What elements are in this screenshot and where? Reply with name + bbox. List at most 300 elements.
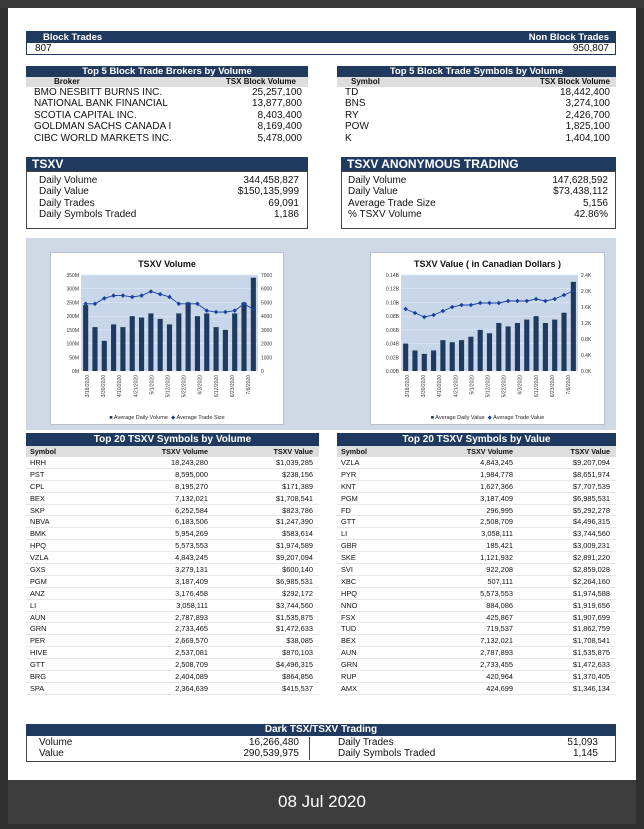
block-volume: 3,274,100	[565, 98, 610, 110]
stat-label: Average Trade Size	[348, 197, 436, 209]
block-volume: 1,825,100	[565, 121, 610, 133]
value: $1,919,656	[573, 600, 610, 610]
volume: 18,243,280	[171, 458, 208, 467]
table-row	[26, 540, 319, 552]
stat-label: Daily Volume	[39, 175, 98, 186]
broker-name: CIBC WORLD MARKETS INC.	[34, 132, 172, 144]
table-row	[26, 576, 319, 588]
symbol: SKE	[341, 553, 356, 563]
dark-value: 16,266,480	[248, 737, 299, 748]
volume: 5,573,553	[480, 588, 513, 598]
value: $1,535,875	[276, 612, 313, 622]
x-tick-label: 6/3/2020	[197, 375, 204, 395]
bar	[195, 316, 200, 371]
top5-brokers-rows	[26, 87, 308, 144]
stat-label: Daily Symbols Traded	[39, 209, 137, 221]
anon-stat-row	[348, 209, 609, 220]
symbol: BMK	[30, 529, 47, 539]
value: $1,247,390	[276, 517, 313, 527]
y-tick-label: 0.06B	[385, 327, 399, 334]
tsxv-value-chart	[370, 252, 605, 425]
table-row	[26, 612, 319, 624]
volume: 2,364,639	[175, 683, 208, 693]
table-row	[337, 623, 616, 635]
stat-value: 5,156	[582, 197, 608, 209]
dark-row	[39, 737, 309, 748]
broker-row	[26, 98, 308, 109]
anon-stat-row	[348, 175, 609, 186]
table-row	[337, 683, 616, 695]
volume: 4,843,245	[175, 553, 208, 563]
tsxv-stat-row	[39, 175, 301, 186]
table-row	[26, 647, 319, 659]
y2-tick-label: 0.0K	[581, 369, 592, 375]
volume: 296,995	[486, 505, 513, 515]
tsxv-box	[26, 171, 308, 229]
legend-series-2: Average Trade Value	[493, 415, 545, 421]
report-date: 08 Jul 2020	[8, 780, 636, 824]
bar	[412, 350, 417, 371]
table-row	[26, 588, 319, 600]
top5-brokers-header	[26, 77, 308, 87]
y2-tick-label: 3000	[261, 327, 273, 334]
table-row	[337, 552, 616, 564]
volume: 8,595,000	[175, 469, 208, 479]
bar	[496, 323, 501, 371]
bar	[102, 341, 107, 371]
y2-tick-label: 2.0K	[581, 289, 592, 295]
broker-name: GOLDMAN SACHS CANADA I	[34, 121, 172, 133]
y2-tick-label: 5000	[261, 300, 273, 307]
tsxv-stat-row	[39, 198, 301, 209]
volume: 1,984,778	[480, 469, 513, 479]
tsxv-anon-title: TSXV ANONYMOUS TRADING	[341, 157, 616, 171]
col-volume: TSXV Volume	[161, 447, 208, 456]
block-volume: 2,426,700	[565, 109, 610, 121]
col-symbol: Symbol	[30, 447, 56, 456]
value: $238,156	[282, 469, 313, 479]
y-tick-label: 0.12B	[385, 286, 399, 293]
top20-volume-table	[26, 433, 319, 695]
stat-label: Daily Value	[348, 186, 398, 198]
value: $3,744,560	[573, 529, 610, 539]
table-row	[337, 635, 616, 647]
y2-tick-label: 1.2K	[581, 321, 592, 327]
col-symbol: Symbol	[351, 77, 380, 86]
y-tick-label: 350M	[66, 273, 79, 279]
volume: 3,058,111	[176, 600, 208, 610]
bar	[515, 323, 520, 371]
bar	[506, 326, 511, 371]
symbol-row	[337, 110, 616, 121]
value: $1,907,699	[573, 612, 610, 622]
x-tick-label: 3/30/2020	[101, 375, 108, 398]
value: $1,346,134	[573, 683, 610, 693]
symbol: GBR	[341, 541, 358, 551]
value: $1,862,759	[573, 624, 610, 634]
top5-symbols-rows	[337, 87, 616, 144]
value: $1,708,541	[573, 636, 610, 646]
y2-tick-label: 1000	[261, 355, 273, 362]
value: $864,856	[282, 672, 313, 682]
symbol: KNT	[341, 481, 356, 491]
value: $823,786	[282, 505, 313, 515]
table-row	[26, 683, 319, 695]
symbol: PYR	[341, 469, 357, 479]
x-tick-label: 6/12/2020	[213, 375, 220, 398]
tsxv-volume-chart	[50, 252, 284, 425]
report-page	[8, 8, 636, 780]
volume-chart-title: TSXV Volume	[138, 259, 196, 269]
top20-value-table	[337, 433, 616, 695]
col-value: TSXV Value	[273, 447, 313, 456]
table-row	[26, 516, 319, 528]
symbol: POW	[345, 121, 369, 133]
volume: 185,421	[486, 541, 513, 551]
table-row	[337, 576, 616, 588]
table-row	[26, 493, 319, 505]
volume: 2,787,893	[175, 612, 208, 622]
symbol: SKP	[30, 505, 45, 515]
stat-label: % TSXV Volume	[348, 209, 422, 221]
symbol-row	[337, 121, 616, 132]
volume-chart-svg	[51, 271, 285, 421]
symbol: BRG	[30, 672, 47, 682]
symbol-row	[337, 133, 616, 144]
symbol: ANZ	[30, 588, 45, 598]
volume: 6,183,506	[175, 517, 208, 527]
value: $9,207,094	[573, 458, 610, 467]
y2-tick-label: 0	[261, 369, 264, 375]
volume: 1,627,366	[480, 481, 513, 491]
table-row	[337, 481, 616, 493]
table-row	[26, 635, 319, 647]
value: $3,009,231	[573, 541, 610, 551]
dark-value: 51,093	[567, 737, 598, 748]
symbol: GTT	[30, 660, 45, 670]
block-volume: 5,478,000	[257, 132, 302, 144]
stat-value: $73,438,112	[553, 186, 608, 198]
x-tick-label: 5/22/2020	[501, 375, 508, 398]
x-tick-label: 4/21/2020	[453, 375, 460, 398]
table-row	[337, 564, 616, 576]
volume: 5,954,269	[175, 529, 208, 539]
value: $1,472,633	[573, 660, 610, 670]
volume: 4,843,245	[480, 458, 513, 467]
table-row	[26, 552, 319, 564]
bar	[440, 340, 445, 371]
volume: 922,208	[486, 565, 513, 575]
value: $1,472,633	[276, 624, 313, 634]
volume: 425,867	[486, 612, 513, 622]
x-tick-label: 7/6/2020	[245, 375, 252, 395]
value: $38,085	[286, 636, 313, 646]
volume: 7,132,021	[175, 493, 208, 503]
table-row	[26, 623, 319, 635]
table-row	[26, 600, 319, 612]
volume: 424,699	[486, 683, 513, 693]
dark-label: Daily Symbols Traded	[338, 748, 436, 760]
volume: 3,187,409	[175, 576, 208, 586]
top5-symbols-table	[337, 66, 616, 144]
value-chart-legend: ■ Average Daily Value ◆ Average Trade Value	[430, 415, 545, 421]
stat-value: 147,628,592	[552, 175, 608, 186]
top20-value-title: Top 20 TSXV Symbols by Value	[337, 433, 616, 446]
legend-series-1: Average Daily Volume	[113, 415, 168, 421]
symbol-row	[337, 87, 616, 98]
volume: 420,964	[486, 672, 513, 682]
y2-tick-label: 0.8K	[581, 337, 592, 343]
y-tick-label: 100M	[66, 341, 79, 348]
value-chart-svg	[371, 271, 606, 421]
block-trades-box	[26, 31, 616, 55]
bar	[167, 324, 172, 371]
x-tick-label: 5/1/2020	[469, 375, 476, 395]
symbol: NBVA	[30, 517, 50, 527]
table-row	[337, 647, 616, 659]
volume: 3,187,409	[480, 493, 513, 503]
volume: 2,508,709	[480, 517, 513, 527]
symbol: GRN	[341, 660, 358, 670]
block-trades-label: Block Trades	[43, 32, 103, 43]
bar	[450, 342, 455, 371]
bar	[232, 313, 237, 371]
stat-label: Daily Value	[39, 186, 89, 198]
symbol: PST	[30, 469, 45, 479]
bar	[92, 327, 97, 371]
anon-stat-row	[348, 198, 609, 209]
legend-series-1: Average Daily Value	[435, 415, 485, 421]
stat-label: Daily Volume	[348, 175, 407, 186]
symbol: HPQ	[30, 541, 47, 551]
value: $9,207,094	[276, 553, 313, 563]
symbol: LI	[30, 600, 37, 610]
stat-value: 69,091	[268, 197, 299, 209]
top5-brokers-title: Top 5 Block Trade Brokers by Volume	[26, 66, 308, 77]
x-tick-label: 4/21/2020	[133, 375, 140, 398]
bar	[403, 344, 408, 371]
x-tick-label: 3/18/2020	[405, 375, 412, 398]
volume: 2,537,081	[175, 648, 208, 658]
table-row	[337, 528, 616, 540]
table-row	[26, 671, 319, 683]
bar	[120, 327, 125, 371]
dark-value: 290,539,975	[243, 748, 299, 760]
y-tick-label: 0.10B	[385, 300, 399, 307]
y2-tick-label: 7000	[261, 273, 273, 279]
x-tick-label: 5/12/2020	[485, 375, 492, 398]
bar	[571, 282, 576, 371]
stat-value: 344,458,827	[243, 175, 299, 186]
y-tick-label: 150M	[66, 327, 79, 334]
value: $292,172	[282, 588, 313, 598]
volume: 2,404,089	[175, 672, 208, 682]
table-row	[337, 540, 616, 552]
symbol: AUN	[30, 612, 46, 622]
symbol: CPL	[30, 481, 45, 491]
symbol: K	[345, 132, 352, 144]
dark-value: 1,145	[572, 748, 598, 760]
top20-volume-title: Top 20 TSXV Symbols by Volume	[26, 433, 319, 446]
bar	[534, 316, 539, 371]
symbol: PGM	[30, 576, 47, 586]
volume: 2,733,455	[480, 660, 513, 670]
bar	[241, 302, 246, 371]
symbol: SPA	[30, 683, 45, 693]
symbol: BEX	[30, 493, 45, 503]
symbol: TUD	[341, 624, 357, 634]
broker-row	[26, 133, 308, 144]
anon-stat-row	[348, 186, 609, 197]
bar	[130, 316, 135, 371]
table-row	[337, 505, 616, 517]
top5-brokers-table	[26, 66, 308, 144]
value: $870,103	[282, 648, 313, 658]
dark-row	[338, 737, 599, 748]
stat-value: 42.86%	[574, 209, 608, 221]
legend-series-2: Average Trade Size	[176, 415, 225, 421]
symbol: HIVE	[30, 648, 48, 658]
symbol: AUN	[341, 648, 357, 658]
volume: 507,111	[487, 576, 513, 586]
symbol: NNO	[341, 600, 358, 610]
dark-label: Value	[39, 748, 64, 760]
tsxv-anon-box	[341, 171, 616, 229]
value: $171,389	[282, 481, 313, 491]
tsxv-title: TSXV	[26, 157, 308, 171]
block-volume: 8,403,400	[257, 109, 302, 121]
symbol: VZLA	[30, 553, 49, 563]
x-tick-label: 3/18/2020	[85, 375, 92, 398]
y2-tick-label: 2.4K	[581, 273, 592, 279]
block-volume: 18,442,400	[559, 87, 610, 98]
volume: 2,787,893	[480, 648, 513, 658]
table-row	[337, 469, 616, 481]
y-tick-label: 50M	[69, 355, 79, 362]
block-volume: 13,877,800	[251, 98, 302, 110]
symbol: XBC	[341, 576, 357, 586]
table-row	[337, 671, 616, 683]
col-value: TSXV Value	[570, 447, 610, 456]
bar	[139, 318, 144, 371]
y-tick-label: 300M	[66, 286, 79, 293]
volume: 3,279,131	[175, 565, 208, 575]
charts-panel	[26, 238, 616, 430]
tsxv-stat-row	[39, 209, 301, 220]
non-block-trades-label: Non Block Trades	[528, 32, 609, 43]
top5-symbols-header	[337, 77, 616, 87]
value: $2,859,028	[573, 565, 610, 575]
value: $2,264,160	[573, 576, 610, 586]
bar	[83, 305, 88, 371]
broker-name: NATIONAL BANK FINANCIAL	[34, 98, 168, 110]
symbol: FD	[341, 505, 351, 515]
symbol: BEX	[341, 636, 356, 646]
value-chart-title: TSXV Value ( in Canadian Dollars )	[413, 259, 562, 269]
x-tick-label: 6/3/2020	[517, 375, 524, 395]
bar	[111, 324, 116, 371]
value: $583,614	[282, 529, 313, 539]
table-row	[26, 481, 319, 493]
non-block-trades-value: 950,807	[572, 43, 609, 54]
bar	[214, 327, 219, 371]
dark-row	[39, 748, 309, 759]
y2-tick-label: 4000	[261, 314, 273, 321]
top20-value-header	[337, 446, 616, 457]
bar	[468, 337, 473, 371]
x-tick-label: 5/1/2020	[149, 375, 156, 395]
y-tick-label: 250M	[66, 300, 79, 307]
bar	[148, 313, 153, 371]
table-row	[26, 564, 319, 576]
value: $1,535,875	[573, 648, 610, 658]
bar	[478, 330, 483, 371]
value: $4,496,315	[276, 660, 313, 670]
table-row	[26, 469, 319, 481]
bar	[543, 323, 548, 371]
table-row	[337, 493, 616, 505]
bar	[552, 320, 557, 371]
value: $2,891,220	[573, 553, 610, 563]
volume: 3,176,458	[175, 588, 208, 598]
y2-tick-label: 1.6K	[581, 305, 592, 311]
y2-tick-label: 0.4K	[581, 353, 592, 359]
table-row	[26, 528, 319, 540]
y-tick-label: 0.08B	[385, 314, 399, 321]
bar	[204, 313, 209, 371]
block-trades-value: 807	[35, 43, 52, 54]
bar	[422, 354, 427, 371]
volume: 8,195,270	[175, 481, 208, 491]
col-broker: Broker	[54, 77, 80, 86]
value: $5,292,278	[573, 505, 610, 515]
symbol: TD	[345, 87, 359, 98]
bar	[431, 350, 436, 371]
value: $7,707,539	[573, 481, 610, 491]
value: $1,974,589	[276, 541, 313, 551]
stat-label: Daily Trades	[39, 197, 95, 209]
top-bar	[0, 0, 644, 8]
table-row	[26, 659, 319, 671]
x-tick-label: 5/12/2020	[165, 375, 172, 398]
bar	[459, 340, 464, 371]
bar	[176, 313, 181, 371]
y-tick-label: 0M	[72, 369, 79, 375]
y-tick-label: 200M	[66, 314, 79, 321]
block-volume: 1,404,100	[565, 132, 610, 144]
volume: 2,508,709	[175, 660, 208, 670]
broker-name: BMO NESBITT BURNS INC.	[34, 87, 163, 98]
bar	[487, 333, 492, 371]
volume: 3,058,111	[481, 529, 513, 539]
value: $8,651,974	[573, 469, 610, 479]
x-tick-label: 5/22/2020	[181, 375, 188, 398]
table-row	[337, 516, 616, 528]
symbol: GTT	[341, 517, 356, 527]
symbol: PGM	[341, 493, 358, 503]
col-volume: TSXV Volume	[466, 447, 513, 456]
symbol: VZLA	[341, 458, 360, 467]
value: $6,985,531	[573, 493, 610, 503]
symbol: AMX	[341, 683, 358, 693]
x-tick-label: 7/6/2020	[565, 375, 572, 395]
value: $3,744,560	[276, 600, 313, 610]
y-tick-label: 0.00B	[385, 369, 399, 375]
symbol: SVI	[341, 565, 353, 575]
value: $415,537	[282, 683, 313, 693]
dark-label: Daily Trades	[338, 737, 394, 748]
symbol: HPQ	[341, 588, 358, 598]
